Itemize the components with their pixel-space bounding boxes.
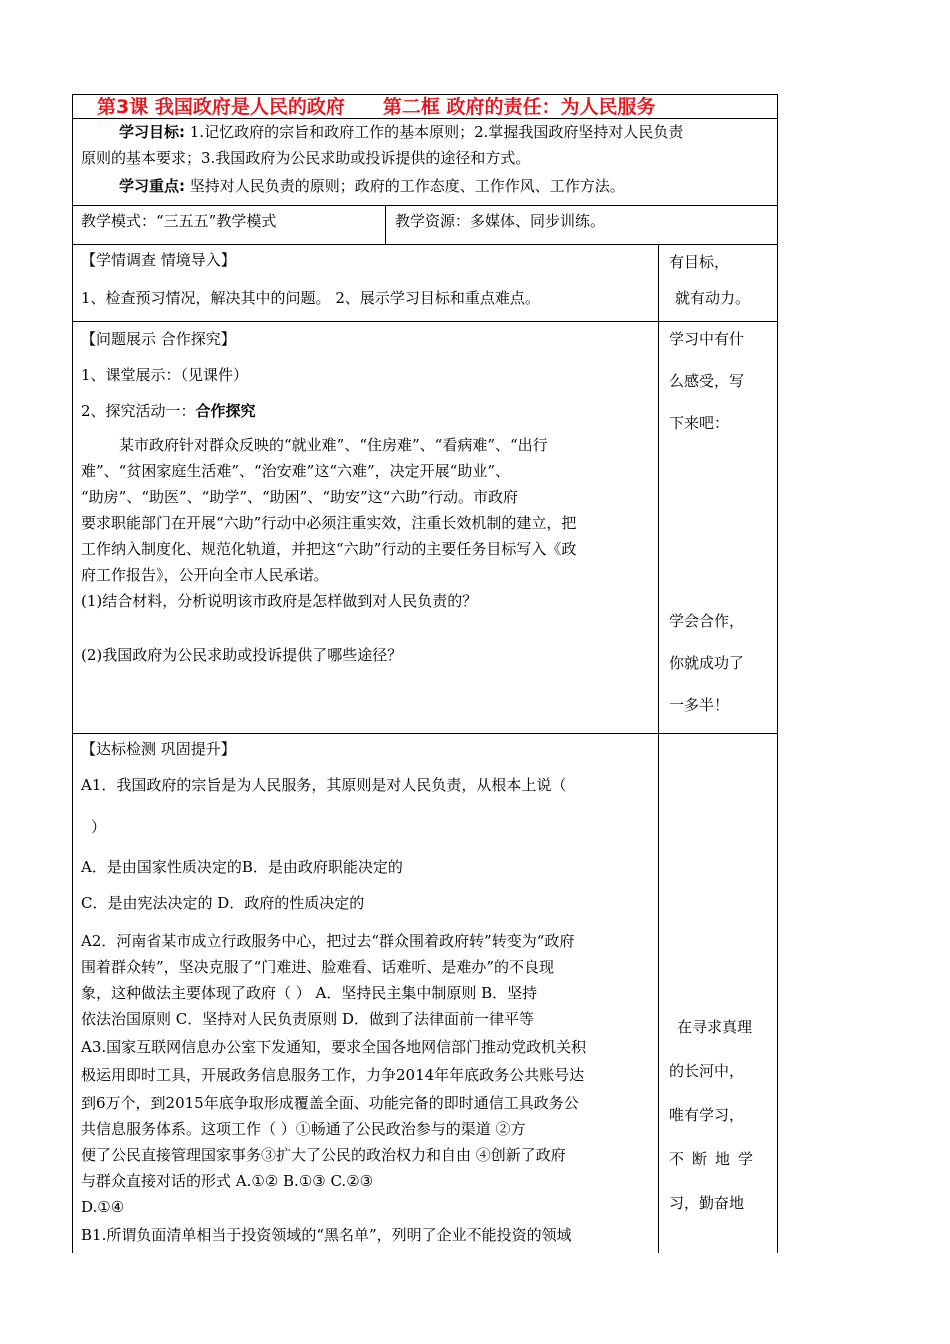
side-note-1-line-1: 有目标， <box>669 253 730 271</box>
question-a2-line: A2．河南省某市成立行政服务中心，把过去“群众围着政府转”转变为“政府 <box>81 932 575 950</box>
objectives-label: 学习目标: <box>119 123 185 141</box>
case-paragraph-line: 难”、“贫困家庭生活难”、“治安难”这“六难”，决定开展“助业”、 <box>81 462 511 480</box>
section-explore-heading: 【问题展示 合作探究】 <box>81 330 236 348</box>
question-1: (1)结合材料，分析说明该市政府是怎样做到对人民负责的？ <box>81 592 478 610</box>
question-a3-line: 与群众直接对话的形式 A.①② B.①③ C.②③ <box>81 1172 374 1190</box>
question-a2-line: 象，这种做法主要体现了政府（ ） A．坚持民主集中制原则 B．坚持 <box>81 984 538 1002</box>
explore-item-2-prefix: 2、探究活动一： <box>81 402 196 420</box>
side-note-3-line: 唯有学习， <box>669 1106 745 1124</box>
title-lesson: 第3课 我国政府是人民的政府 <box>97 96 345 118</box>
question-a1-options: A．是由国家性质决定的B．是由政府职能决定的 <box>81 858 403 876</box>
question-2: (2)我国政府为公民求助或投诉提供了哪些途径？ <box>81 646 403 664</box>
side-note-2-line: 学习中有什 <box>669 330 745 348</box>
section-explore-box <box>72 321 659 734</box>
side-note-3-line: 的长河中， <box>669 1062 745 1080</box>
page-title <box>72 94 778 118</box>
side-note-2-line: 么感受，写 <box>669 372 745 390</box>
side-note-2-line: 下来吧： <box>669 414 730 432</box>
key-points-label: 学习重点: <box>119 177 185 195</box>
title-section: 第二框 政府的责任：为人民服务 <box>382 96 656 118</box>
key-points-text: 坚持对人民负责的原则；政府的工作态度、工作作风、工作方法。 <box>185 177 625 195</box>
explore-item-1: 1、课堂展示：（见课件） <box>81 366 249 384</box>
question-a3-line: A3.国家互联网信息办公室下发通知，要求全国各地网信部门推动党政机关积 <box>81 1038 587 1056</box>
section-test-heading: 【达标检测 巩固提升】 <box>81 740 236 758</box>
key-points-line <box>119 175 625 197</box>
side-note-3-box <box>658 733 778 1253</box>
side-note-2-line: 学会合作， <box>669 612 745 630</box>
question-a3-line: 便了公民直接管理国家事务③扩大了公民的政治权力和自由 ④创新了政府 <box>81 1146 566 1164</box>
case-paragraph-line: 要求职能部门在开展“六助”行动中必须注重实效，注重长效机制的建立，把 <box>81 514 577 532</box>
section-intro-heading: 【学情调查 情境导入】 <box>81 251 236 269</box>
question-a3-line: 极运用即时工具，开展政务信息服务工作，力争2014年年底政务公共账号达 <box>81 1066 585 1084</box>
question-a3-line: 共信息服务体系。这项工作（ ）①畅通了公民政治参与的渠道 ②方 <box>81 1120 526 1138</box>
teaching-mode: 教学模式：“三五五”教学模式 <box>81 212 277 230</box>
objectives-line-1 <box>119 121 683 143</box>
question-a1-options: C．是由宪法决定的 D．政府的性质决定的 <box>81 894 365 912</box>
objectives-text-1: 1.记忆政府的宗旨和政府工作的基本原则；2.掌握我国政府坚持对人民负责 <box>185 123 684 141</box>
section-test-box <box>72 733 659 1253</box>
teaching-resources: 教学资源：多媒体、同步训练。 <box>395 212 606 230</box>
side-note-1-line-2: 就有动力。 <box>675 289 751 307</box>
objectives-line-2: 原则的基本要求；3.我国政府为公民求助或投诉提供的途径和方式。 <box>81 149 531 167</box>
question-a3-line: D.①④ <box>81 1198 125 1216</box>
side-note-2-box <box>658 321 778 734</box>
explore-item-2 <box>81 400 256 422</box>
side-note-3-line: 在寻求真理 <box>677 1018 753 1036</box>
side-note-2-line: 一多半！ <box>669 696 730 714</box>
question-b1: B1.所谓负面清单相当于投资领域的“黑名单”，列明了企业不能投资的领域 <box>81 1226 572 1244</box>
question-a3-line: 到6万个，到2015年底争取形成覆盖全面、功能完备的即时通信工具政务公 <box>81 1094 579 1112</box>
side-note-3-line: 不断地学 <box>669 1150 762 1168</box>
side-note-2-line: 你就成功了 <box>669 654 745 672</box>
section-intro-box <box>72 244 659 322</box>
question-a1-end: ） <box>91 818 107 836</box>
case-paragraph-line: 某市政府针对群众反映的“就业难”、“住房难”、“看病难”、“出行 <box>119 436 548 454</box>
mode-divider <box>385 206 386 244</box>
objectives-box <box>72 118 778 206</box>
side-note-1-box <box>658 244 778 322</box>
mode-box <box>72 205 778 245</box>
question-a2-line: 围着群众转”，坚决克服了“门难进、脸难看、话难听、是难办”的不良现 <box>81 958 555 976</box>
side-note-3-line: 习，勤奋地 <box>669 1194 745 1212</box>
case-paragraph-line: 工作纳入制度化、规范化轨道，并把这“六助”行动的主要任务目标写入《政 <box>81 540 577 558</box>
question-a2-line: 依法治国原则 C．坚持对人民负责原则 D．做到了法律面前一律平等 <box>81 1010 535 1028</box>
explore-item-2-bold: 合作探究 <box>195 402 256 420</box>
case-paragraph-line: “助房”、“助医”、“助学”、“助困”、“助安”这“六助”行动。市政府 <box>81 488 519 506</box>
question-a1: A1．我国政府的宗旨是为人民服务，其原则是对人民负责，从根本上说（ <box>81 776 567 794</box>
case-paragraph-line: 府工作报告》，公开向全市人民承诺。 <box>81 566 329 584</box>
section-intro-text: 1、检查预习情况，解决其中的问题。 2、展示学习目标和重点难点。 <box>81 289 540 307</box>
